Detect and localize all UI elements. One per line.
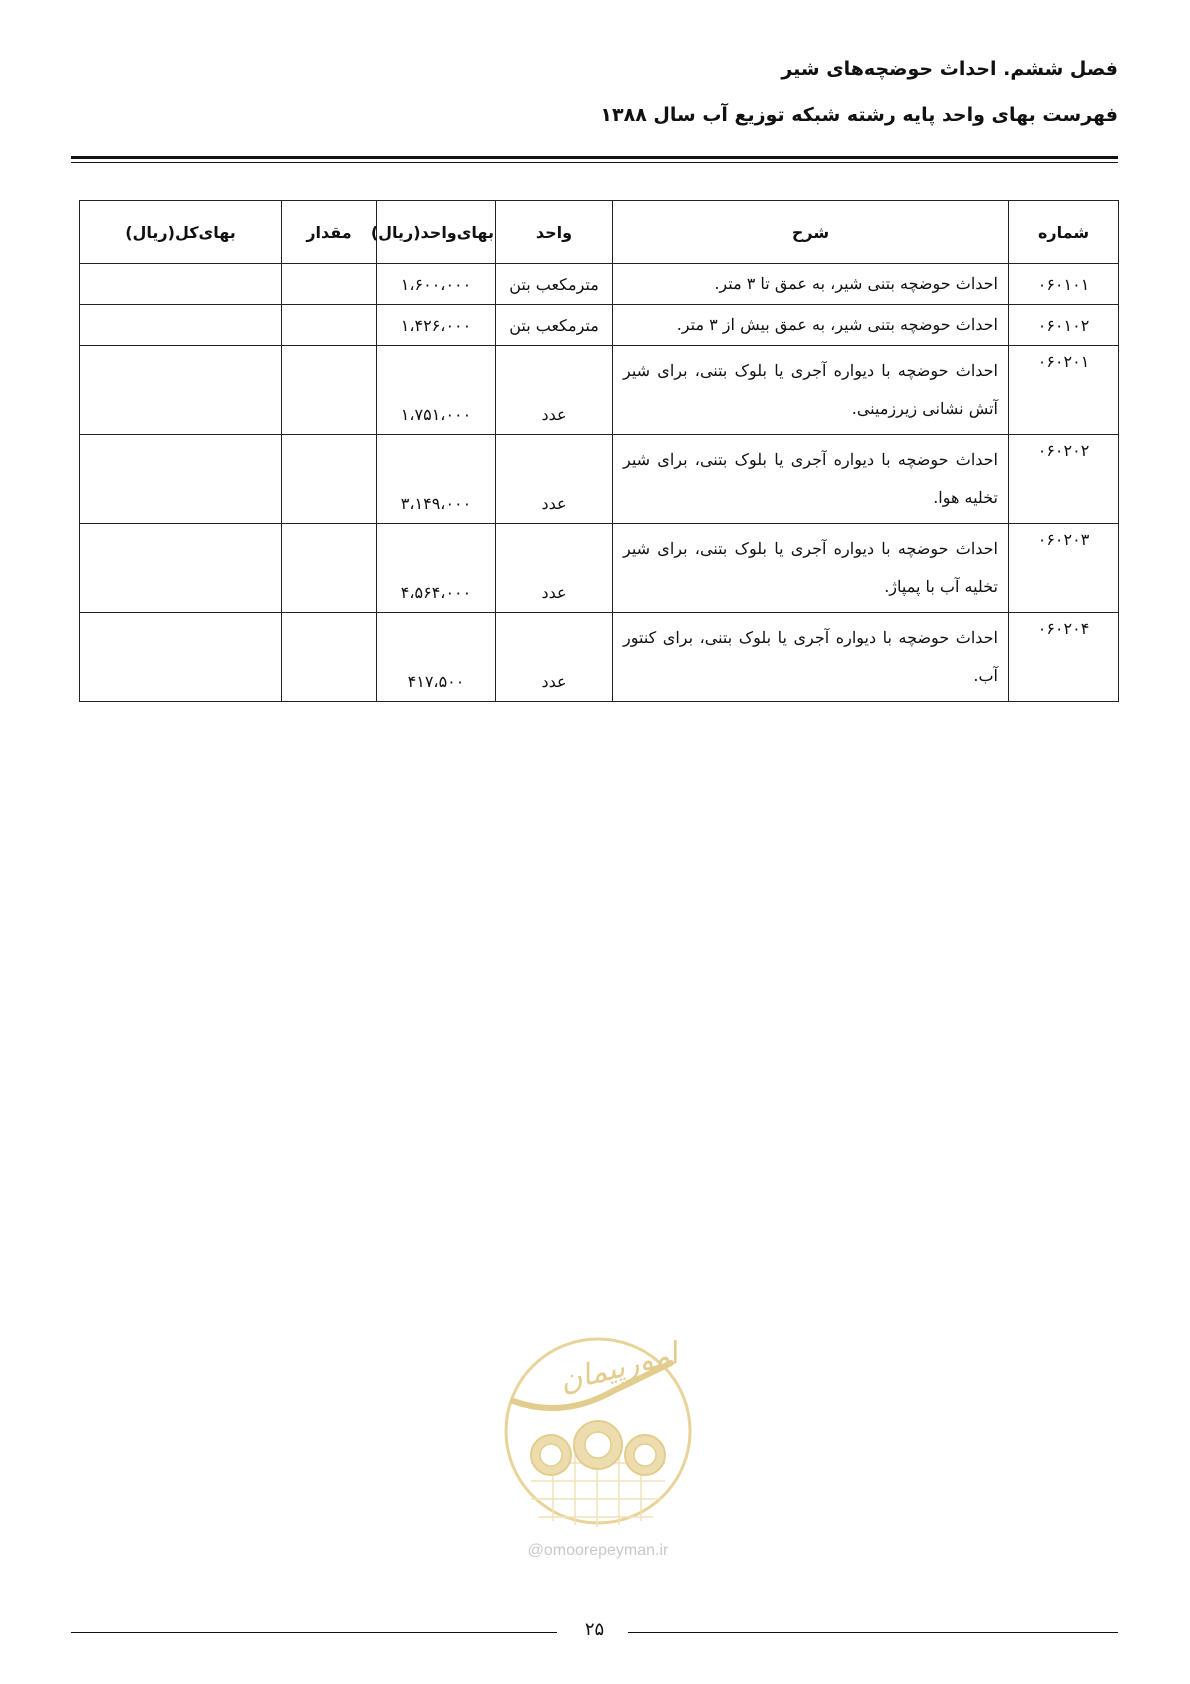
- item-quantity[interactable]: [282, 305, 377, 346]
- item-quantity[interactable]: [282, 264, 377, 305]
- item-unit-price: ۳،۱۴۹،۰۰۰: [377, 435, 496, 524]
- item-total-price[interactable]: [80, 346, 282, 435]
- item-total-price[interactable]: [80, 305, 282, 346]
- item-quantity[interactable]: [282, 524, 377, 613]
- chapter-title: فصل ششم. احداث حوضچه‌های شیر: [781, 58, 1118, 80]
- column-header-description: شرح: [613, 201, 1009, 264]
- column-header-unit: واحد: [496, 201, 613, 264]
- table-row: [80, 305, 1119, 346]
- column-header-quantity: مقدار: [282, 201, 377, 264]
- item-description: احداث حوضچه با دیواره آجری یا بلوک بتنی، برای شیر آتش نشانی زیرزمینی.: [613, 346, 1009, 435]
- table-row: [80, 613, 1119, 702]
- table-row: [80, 346, 1119, 435]
- item-total-price[interactable]: [80, 435, 282, 524]
- item-unit: عدد: [496, 346, 613, 435]
- page-header: [600, 58, 1118, 126]
- item-total-price[interactable]: [80, 524, 282, 613]
- column-header-unit-price: بهای‌واحد(ریال): [377, 201, 496, 264]
- page-footer: [71, 1617, 1118, 1647]
- item-unit-price: ۴،۵۶۴،۰۰۰: [377, 524, 496, 613]
- item-description: احداث حوضچه بتنی شیر، به عمق تا ۳ متر.: [613, 264, 1009, 305]
- item-code: ۰۶۰۱۰۱: [1009, 264, 1119, 305]
- table-row: [80, 435, 1119, 524]
- item-quantity[interactable]: [282, 346, 377, 435]
- item-code: ۰۶۰۲۰۲: [1009, 435, 1119, 524]
- watermark-url: @omoorepeyman.ir: [527, 1542, 669, 1559]
- price-table: [79, 200, 1119, 702]
- item-unit: مترمکعب بتن: [496, 264, 613, 305]
- watermark-logo: [493, 1333, 703, 1565]
- header-divider-thick: [71, 156, 1118, 159]
- item-unit-price: ۱،۷۵۱،۰۰۰: [377, 346, 496, 435]
- item-total-price[interactable]: [80, 264, 282, 305]
- item-quantity[interactable]: [282, 613, 377, 702]
- item-quantity[interactable]: [282, 435, 377, 524]
- item-unit: عدد: [496, 435, 613, 524]
- header-divider-thin: [71, 162, 1118, 163]
- footer-rule-right: [628, 1632, 1118, 1633]
- table-header-row: [80, 201, 1119, 264]
- item-code: ۰۶۰۱۰۲: [1009, 305, 1119, 346]
- item-code: ۰۶۰۲۰۴: [1009, 613, 1119, 702]
- item-unit-price: ۱،۴۲۶،۰۰۰: [377, 305, 496, 346]
- column-header-code: شماره: [1009, 201, 1119, 264]
- table-row: [80, 524, 1119, 613]
- item-description: احداث حوضچه بتنی شیر، به عمق بیش از ۳ متر.: [613, 305, 1009, 346]
- watermark-logo-text: امورپیمان: [556, 1336, 682, 1400]
- page-number: ۲۵: [584, 1619, 605, 1640]
- item-total-price[interactable]: [80, 613, 282, 702]
- item-unit: مترمکعب بتن: [496, 305, 613, 346]
- table-row: [80, 264, 1119, 305]
- item-code: ۰۶۰۲۰۱: [1009, 346, 1119, 435]
- column-header-total-price: بهای‌کل(ریال): [80, 201, 282, 264]
- item-unit-price: ۴۱۷،۵۰۰: [377, 613, 496, 702]
- item-unit: عدد: [496, 613, 613, 702]
- watermark-emblem-icon: [493, 1333, 703, 1565]
- item-description: احداث حوضچه با دیواره آجری یا بلوک بتنی، برای کنتور آب.: [613, 613, 1009, 702]
- item-unit-price: ۱،۶۰۰،۰۰۰: [377, 264, 496, 305]
- item-unit: عدد: [496, 524, 613, 613]
- item-description: احداث حوضچه با دیواره آجری یا بلوک بتنی، برای شیر تخلیه آب با پمپاژ.: [613, 524, 1009, 613]
- document-title: فهرست بهای واحد پایه رشته شبکه توزیع آب سال ۱۳۸۸: [600, 104, 1118, 126]
- item-description: احداث حوضچه با دیواره آجری یا بلوک بتنی، برای شیر تخلیه هوا.: [613, 435, 1009, 524]
- item-code: ۰۶۰۲۰۳: [1009, 524, 1119, 613]
